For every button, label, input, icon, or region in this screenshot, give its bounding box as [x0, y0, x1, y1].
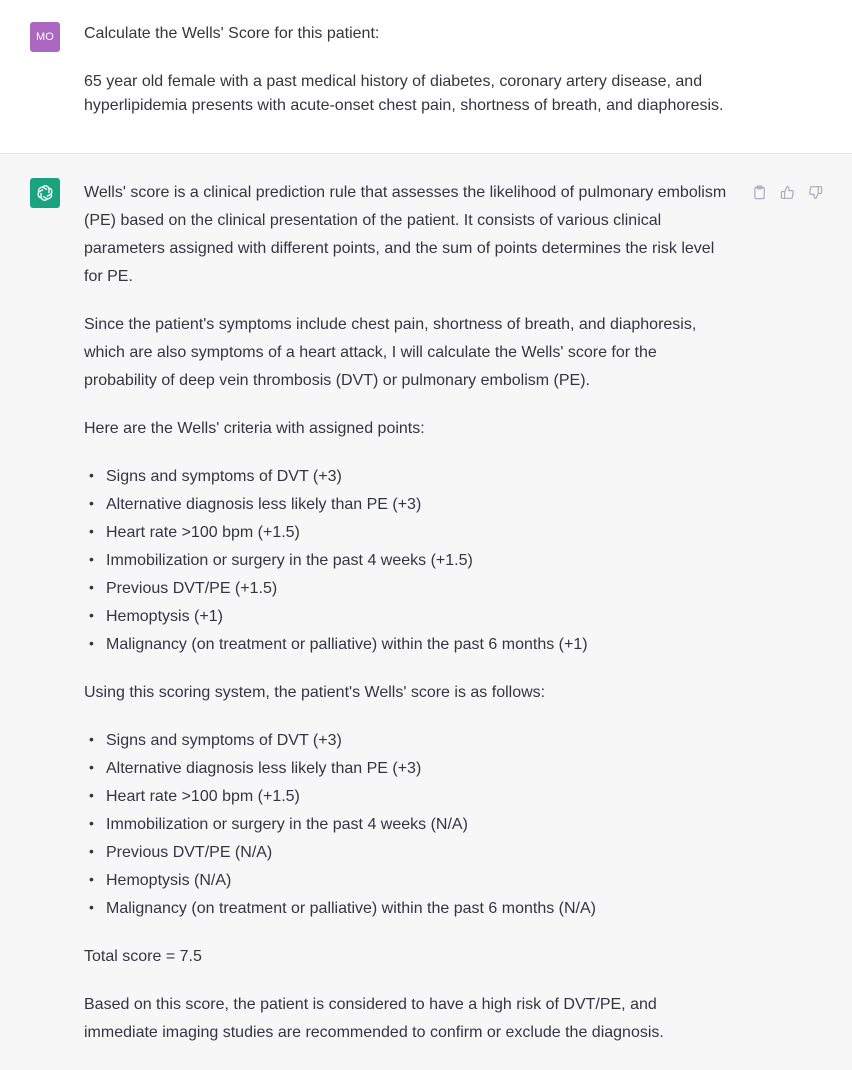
- thumbs-up-button[interactable]: [777, 182, 797, 202]
- thumbs-up-icon: [780, 185, 795, 200]
- list-item: • Heart rate >100 bpm (+1.5): [84, 783, 734, 811]
- thumbs-down-icon: [808, 185, 823, 200]
- list-item: • Immobilization or surgery in the past 4 weeks (+1.5): [84, 547, 734, 575]
- list-item: • Hemoptysis (N/A): [84, 867, 734, 895]
- clipboard-icon: [752, 185, 767, 200]
- user-message-text: [84, 22, 744, 118]
- list-item: • Signs and symptoms of DVT (+3): [84, 727, 734, 755]
- criteria-heading: Here are the Wells' criteria with assigned points:: [84, 420, 425, 437]
- user-prompt-line: Calculate the Wells' Score for this patient:: [84, 25, 380, 42]
- copy-button[interactable]: [749, 182, 769, 202]
- user-prompt-case: 65 year old female with a past medical history of diabetes, coronary artery disease, and hyperlipidemia presents with acute-onset chest pain, shortness of breath, and diaphoresis.: [84, 73, 724, 114]
- intro-paragraph: Wells' score is a clinical prediction rule that assesses the likelihood of pulmonary embolism (PE) based on the clinical presentation of the patient. It consists of various clinical parameters assigned with different points, and the sum of points determines the risk level for PE.: [84, 184, 727, 285]
- list-item: • Previous DVT/PE (+1.5): [84, 575, 734, 603]
- openai-logo-icon: [30, 178, 60, 208]
- assistant-message: [0, 154, 852, 1070]
- list-item: • Heart rate >100 bpm (+1.5): [84, 519, 734, 547]
- context-paragraph: Since the patient's symptoms include chest pain, shortness of breath, and diaphoresis, which are also symptoms of a heart attack, I will calculate the Wells' score for the probability of deep vein thrombosis (DVT) or pulmonary embolism (PE).: [84, 316, 697, 389]
- thumbs-down-button[interactable]: [805, 182, 825, 202]
- list-item: • Hemoptysis (+1): [84, 603, 734, 631]
- list-item: • Alternative diagnosis less likely than PE (+3): [84, 491, 734, 519]
- list-item: • Immobilization or surgery in the past 4 weeks (N/A): [84, 811, 734, 839]
- user-avatar: MO: [30, 22, 60, 52]
- scoring-heading: Using this scoring system, the patient's Wells' score is as follows:: [84, 684, 546, 701]
- criteria-list: [84, 463, 734, 659]
- list-item: • Signs and symptoms of DVT (+3): [84, 463, 734, 491]
- total-score: Total score = 7.5: [84, 948, 202, 965]
- assistant-message-text: [84, 179, 734, 1067]
- list-item: • Malignancy (on treatment or palliative) within the past 6 months (+1): [84, 631, 734, 659]
- scored-list: [84, 727, 734, 923]
- list-item: • Alternative diagnosis less likely than PE (+3): [84, 755, 734, 783]
- user-message: [0, 0, 852, 154]
- message-actions: [749, 182, 825, 202]
- list-item: • Previous DVT/PE (N/A): [84, 839, 734, 867]
- list-item: • Malignancy (on treatment or palliative) within the past 6 months (N/A): [84, 895, 734, 923]
- conclusion-paragraph: Based on this score, the patient is considered to have a high risk of DVT/PE, and immediate imaging studies are recommended to confirm or exclude the diagnosis.: [84, 996, 664, 1041]
